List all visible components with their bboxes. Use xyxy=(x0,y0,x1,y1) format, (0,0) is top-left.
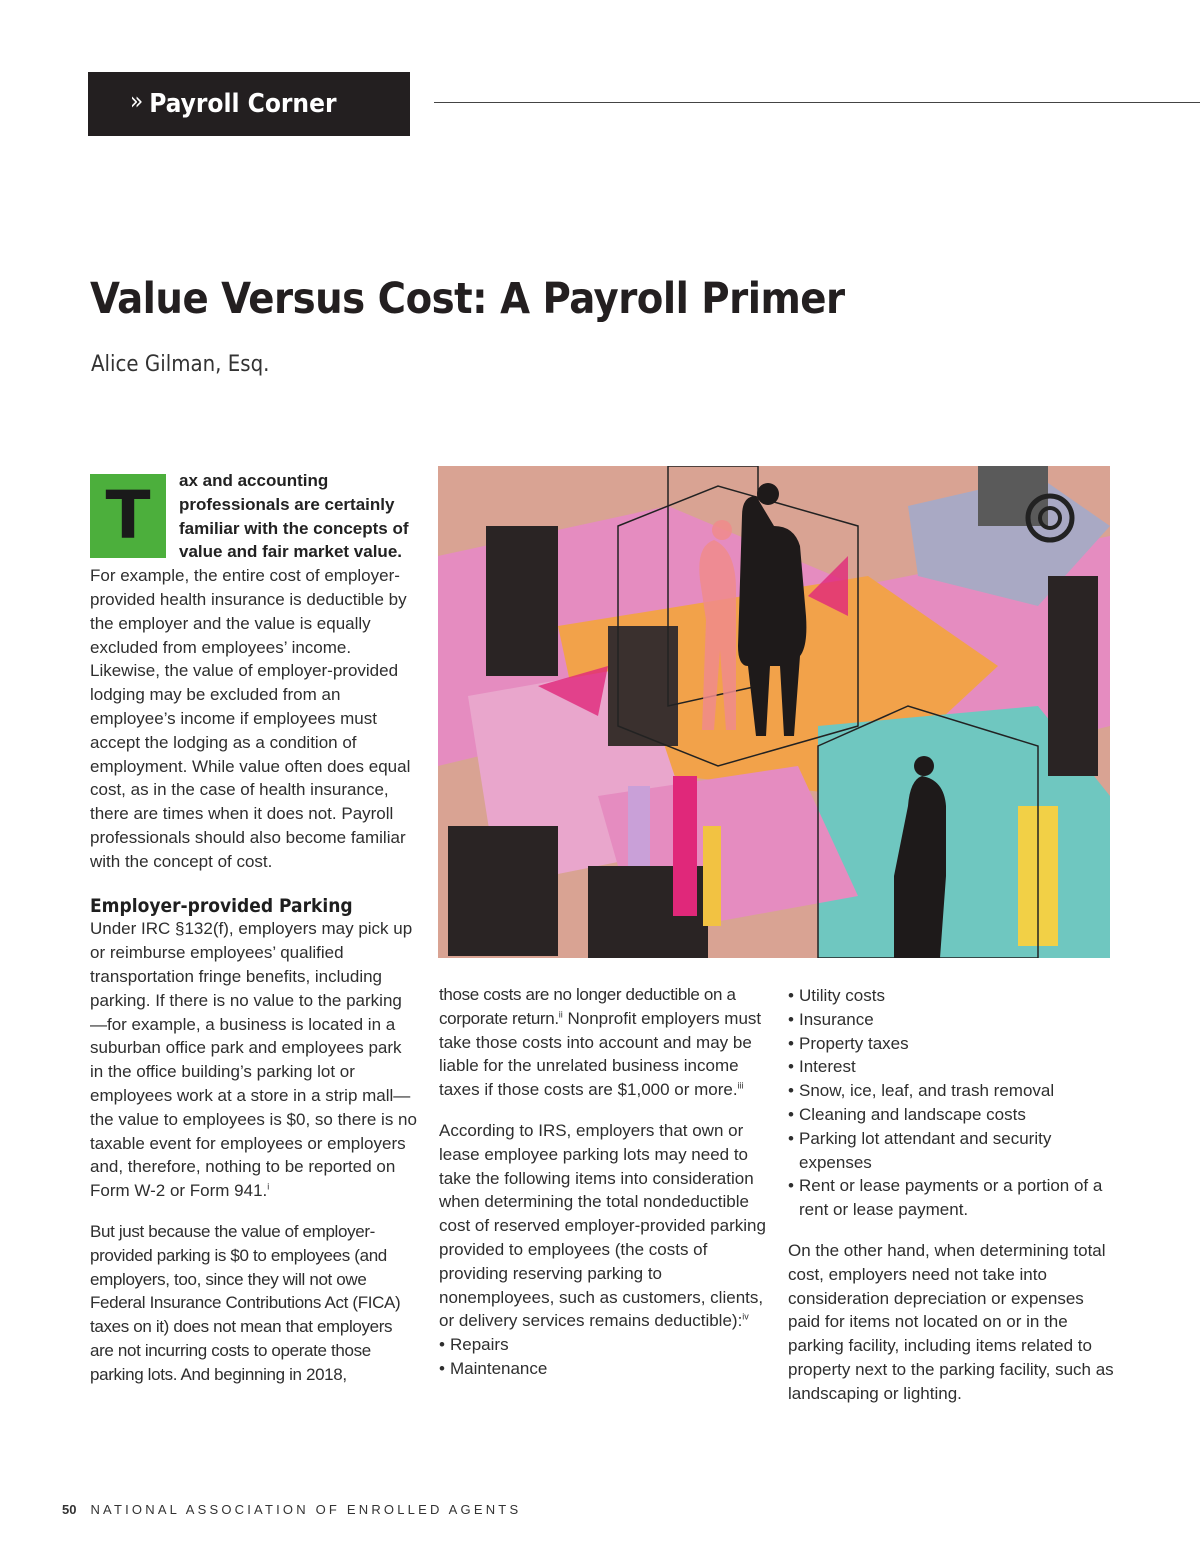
article-title: Value Versus Cost: A Payroll Primer xyxy=(90,274,845,324)
column-3 xyxy=(788,984,1118,1406)
cost-list-part-1 xyxy=(439,1333,769,1381)
list-item: • Interest xyxy=(788,1057,856,1077)
list-item: • Repairs xyxy=(439,1335,509,1355)
paragraph-cost-cont xyxy=(439,983,769,1102)
paragraph-irs-text: According to IRS, employers that own or lease employee parking lots may need to take the following items into consideration when determining the total nondeductible cost of reserved employer-provided parking provided to employees (the costs of providing reserving parking to nonemployees, such as customers, clients, or delivery services remains deductible): xyxy=(439,1120,766,1331)
paragraph-irs xyxy=(439,1119,769,1333)
column-1 xyxy=(90,469,418,1386)
subhead-parking: Employer-provided Parking xyxy=(90,894,353,917)
paragraph-nonprofit-text: Nonprofit employers must take those costs into account and may be liable for the unrelated business income taxes if those costs are $1,000 or more. xyxy=(439,1008,762,1100)
header-rule xyxy=(434,102,1200,103)
page-number: 50 xyxy=(62,1502,77,1517)
cost-list-part-2 xyxy=(788,984,1118,1222)
publication-name: NATIONAL ASSOCIATION OF ENROLLED AGENTS xyxy=(90,1502,522,1517)
endnote-ref-iv: iv xyxy=(742,1311,749,1322)
endnote-ref-i: i xyxy=(267,1181,270,1192)
list-item: • Rent or lease payments or a portion of a rent or lease payment. xyxy=(788,1176,1103,1220)
intro-text: For example, the entire cost of employer-provided health insurance is deductible by the employer and the value is equally excluded from employees’ income. Likewise, the value of employer-provided lodging may be excluded from an employee’s income if employees must accept the lodging as a condition of employment. While value often does equal cost, as in the case of health insurance, there are times when it does not. Payroll professionals should also become familiar with the concept of cost. xyxy=(90,566,411,871)
paragraph-other-hand: On the other hand, when determining total cost, employers need not take into consideration depreciation or expenses paid for items not located on or in the parking facility, including items related to property next to the parking facility, such as landscaping or lighting. xyxy=(788,1240,1114,1403)
illustration xyxy=(438,466,1110,958)
list-item: • Cleaning and landscape costs xyxy=(788,1104,1026,1124)
drop-cap: T xyxy=(90,474,166,558)
paragraph-irc-text: Under IRC §132(f), employers may pick up or reimburse employees’ qualified transportation fringe benefits, including parking. If there is no value to the parking—for example, a business is located in a suburban office park and employees park in the office building’s parking lot or employees work at a store in a strip mall—the value to employees is $0, so there is no taxable event for employees or employers and, therefore, nothing to be reported on Form W-2 or Form 941. xyxy=(90,919,417,1201)
paragraph-irc xyxy=(90,917,418,1203)
section-tab xyxy=(88,72,410,136)
list-item: • Parking lot attendant and security expenses xyxy=(788,1128,1052,1172)
list-item: • Property taxes xyxy=(788,1033,909,1053)
intro-paragraph xyxy=(90,469,418,874)
article-author: Alice Gilman, Esq. xyxy=(91,352,270,377)
paragraph-cost xyxy=(90,1220,418,1387)
section-label: Payroll Corner xyxy=(149,89,337,119)
list-item: • Maintenance xyxy=(439,1358,548,1378)
page-footer xyxy=(62,1502,521,1517)
collage-illustration xyxy=(438,466,1110,958)
list-item: • Snow, ice, leaf, and trash removal xyxy=(788,1081,1055,1101)
column-2 xyxy=(439,983,769,1381)
paragraph-cost-text: But just because the value of employer-provided parking is $0 to employees (and employers, too, since they will not owe Federal Insurance Contributions Act (FICA) taxes on it) does not mean that employers are not incurring costs to operate those parking lots. And beginning in 2018, xyxy=(90,1221,401,1384)
list-item: • Insurance xyxy=(788,1009,874,1029)
lead-text: ax and accounting professionals are certainly familiar with the concepts of value and fair market value. xyxy=(179,471,409,562)
chevron-right-icon: » xyxy=(130,87,144,115)
paragraph-cost-cont-text: those costs are no longer deductible on a corporate return. xyxy=(439,985,736,1028)
list-item: • Utility costs xyxy=(788,986,885,1005)
endnote-ref-iii: iii xyxy=(737,1080,744,1091)
endnote-ref-ii: ii xyxy=(558,1009,563,1020)
